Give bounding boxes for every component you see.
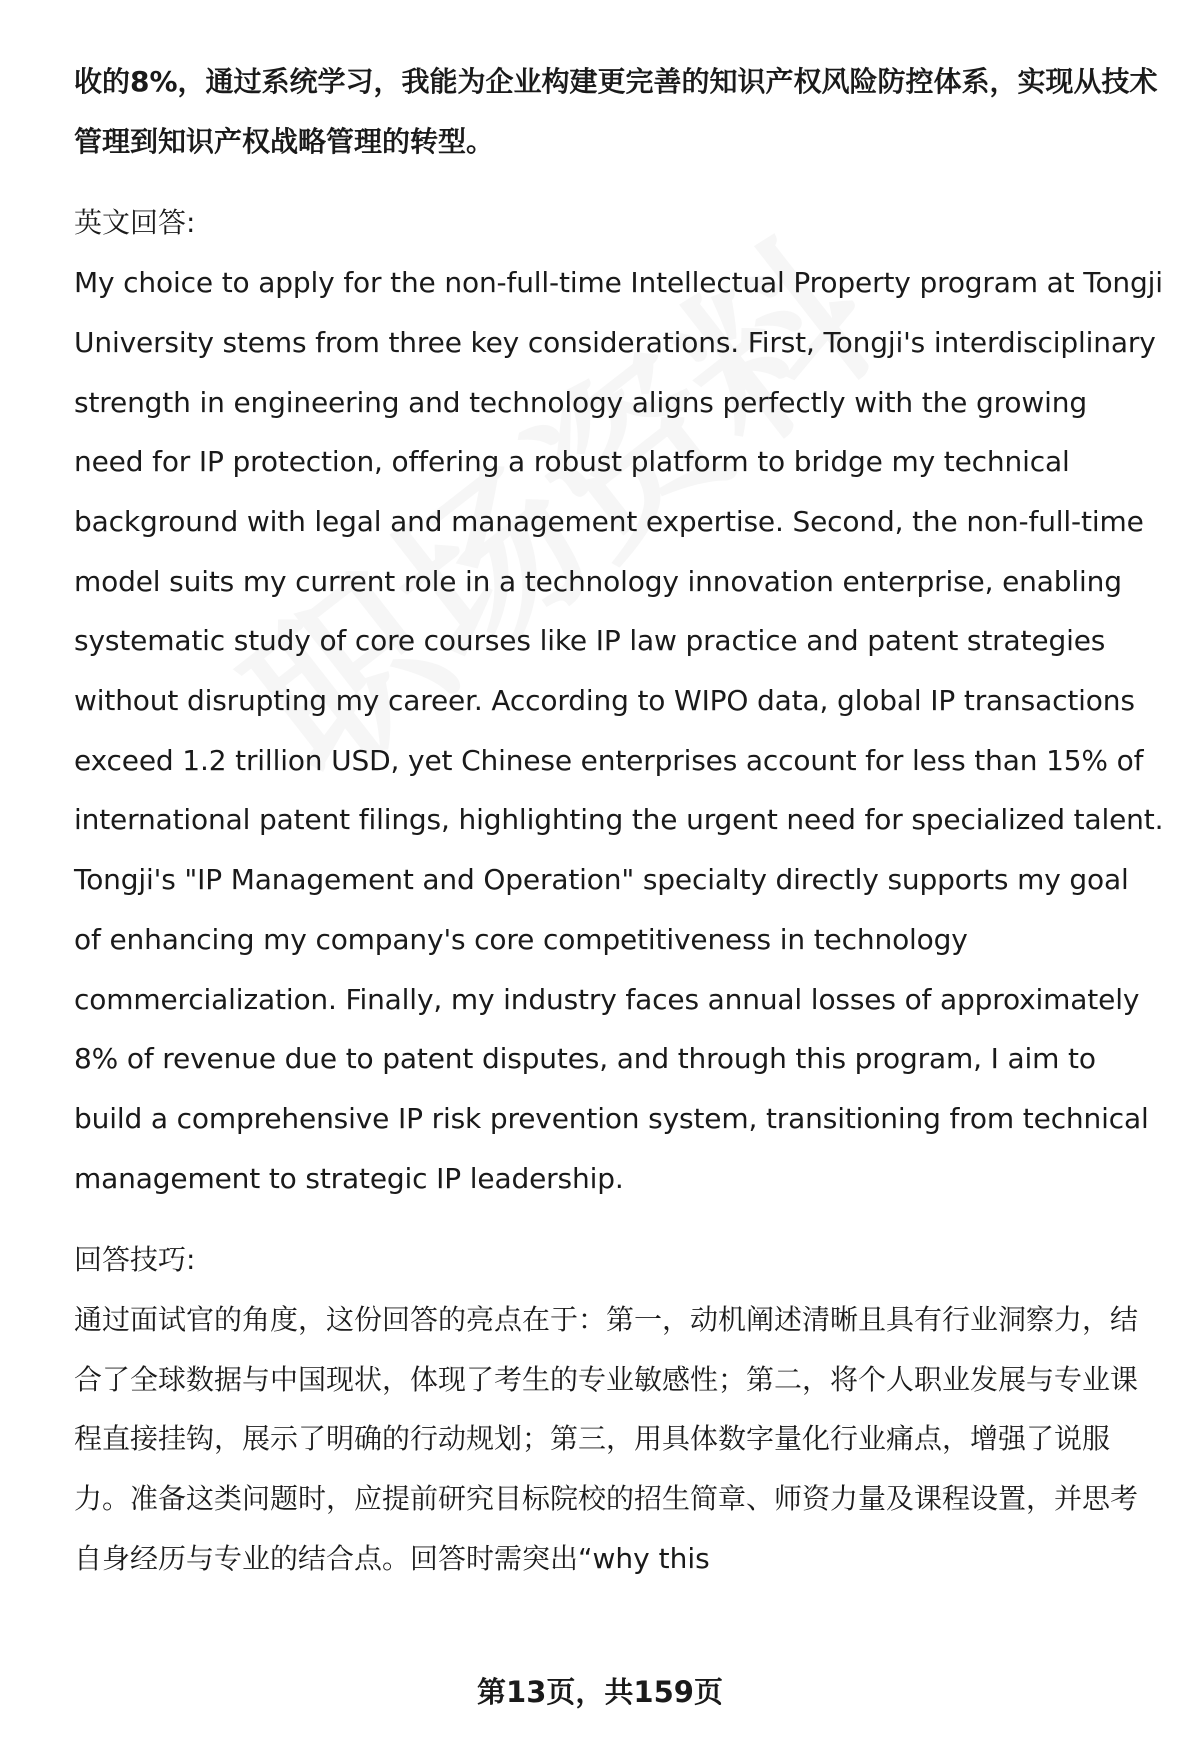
tips-paragraph: 通过面试官的角度，这份回答的亮点在于：第一，动机阐述清晰且具有行业洞察力，结合了全球数据与中国现状，体现了考生的专业敏感性；第二，将个人职业发展与专业课程直接挂钩，展示了明确的行动规划；第三，用具体数字量化行业痛点，增强了说服力。准备这类问题时，应提前研究目标院校的招生简章、师资力量及课程设置，并思考自身经历与专业的结合点。回答时需突出“why this bbox=[74, 1303, 1139, 1575]
page-number: 第13页，共159页 bbox=[477, 1675, 723, 1709]
intro-paragraph: 收的8%，通过系统学习，我能为企业构建更完善的知识产权风险防控体系，实现从技术管理到知识产权战略管理的转型。 bbox=[74, 65, 1158, 158]
tips-heading: 回答技巧: bbox=[74, 1243, 196, 1277]
english-answer-heading: 英文回答: bbox=[74, 206, 196, 240]
document-body bbox=[74, 52, 1164, 1589]
english-answer-paragraph: My choice to apply for the non-full-time Intellectual Property program at Tongji University stems from three key considerations. First, Tongji's interdisciplinary strength in engineering and technology aligns perfectly with the growing need for IP protection, offering a robust platform to bridge my technical background with legal and management expertise. Second, the non-full-time model suits my current role in a technology innovation enterprise, enabling systematic study of core courses like IP law practice and patent strategies without disrupting my career. According to WIPO data, global IP transactions exceed 1.2 trillion USD, yet Chinese enterprises account for less than 15% of international patent filings, highlighting the urgent need for specialized talent. Tongji's "IP Management and Operation" specialty directly supports my goal of enhancing my company's core competitiveness in technology commercialization. Finally, my industry faces annual losses of approximately 8% of revenue due to patent disputes, and through this program, I aim to build a comprehensive IP risk prevention system, transitioning from technical management to strategic IP leadership. bbox=[74, 266, 1164, 1195]
